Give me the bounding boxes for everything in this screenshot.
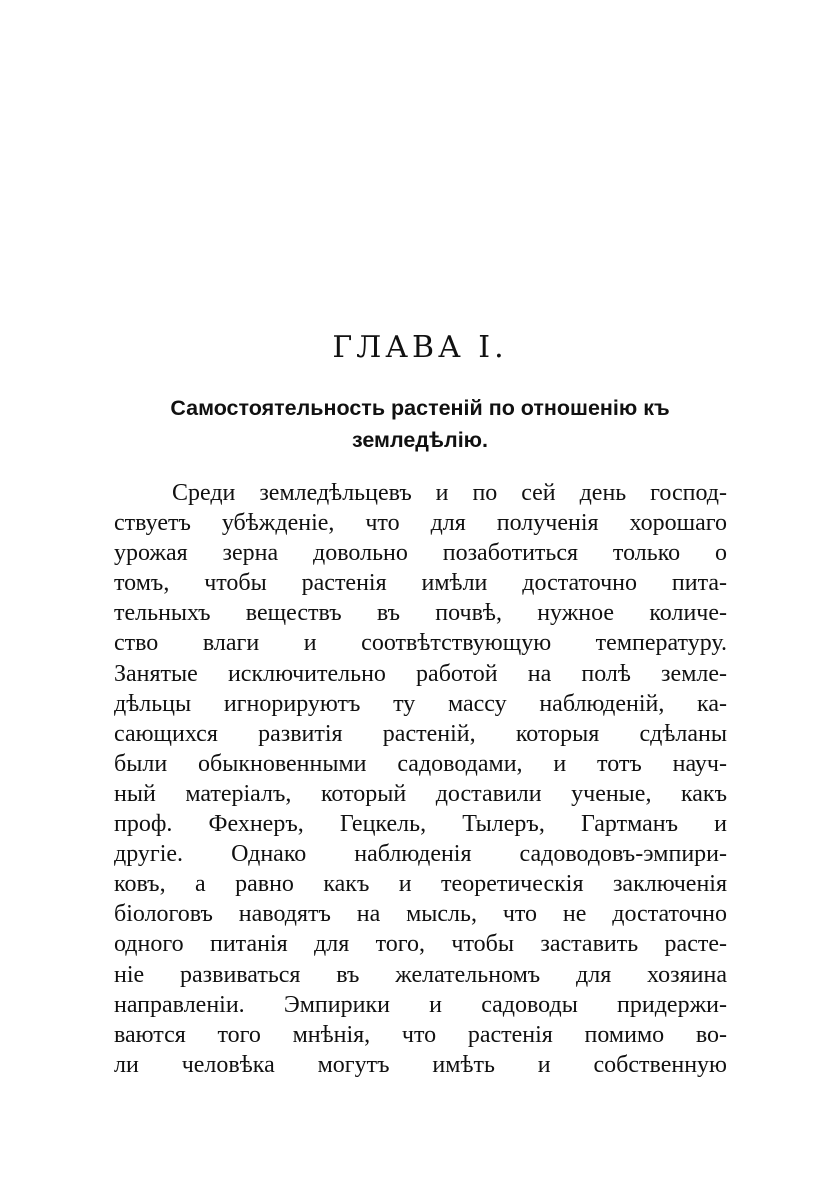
text-line: ваются того мнѣнія, что растенія помимо во- xyxy=(114,1021,727,1048)
text-line: Занятые исключительно работой на полѣ земле- xyxy=(114,660,727,687)
text-line: ніе развиваться въ желательномъ для хозяина xyxy=(114,961,727,988)
text-line: ство влаги и соотвѣтствующую температуру. xyxy=(114,630,727,657)
text-line: одного питанія для того, чтобы заставить расте- xyxy=(114,931,727,958)
text-line: урожая зерна довольно позаботиться только о xyxy=(114,540,727,567)
text-line: тельныхъ веществъ въ почвѣ, нужное количе- xyxy=(114,600,727,627)
text-line: были обыкновенными садоводами, и тотъ науч- xyxy=(114,750,727,777)
text-line: Среди земледѣльцевъ и по сей день господ- xyxy=(172,480,727,506)
chapter-title-line: Самостоятельность растеній по отношенію къ xyxy=(170,396,670,420)
text-line: ковъ, а равно какъ и теоретическія заключенія xyxy=(114,871,727,898)
chapter-heading: ГЛАВА I. xyxy=(332,330,508,365)
text-line: сающихся развитія растеній, которыя сдѣланы xyxy=(114,720,727,747)
chapter-title xyxy=(110,392,730,456)
text-line: ный матеріалъ, который доставили ученые, какъ xyxy=(114,780,727,807)
text-line: томъ, чтобы растенія имѣли достаточно пита- xyxy=(114,570,727,597)
text-line: проф. Фехнеръ, Гецкель, Тылеръ, Гартманъ и xyxy=(114,811,727,838)
text-line: біологовъ наводятъ на мысль, что не достаточно xyxy=(114,901,727,928)
text-line: ли человѣка могутъ имѣть и собственную xyxy=(114,1051,727,1078)
text-line: дѣльцы игнорируютъ ту массу наблюденій, ка- xyxy=(114,690,727,717)
text-line: другіе. Однако наблюденія садоводовъ-эмпири- xyxy=(114,841,727,868)
text-line: ствуетъ убѣжденіе, что для полученія хорошаго xyxy=(114,510,727,537)
chapter-title-line: земледѣлію. xyxy=(351,428,489,452)
text-line: направленіи. Эмпирики и садоводы придержи- xyxy=(114,991,727,1018)
body-paragraph xyxy=(114,478,727,1080)
